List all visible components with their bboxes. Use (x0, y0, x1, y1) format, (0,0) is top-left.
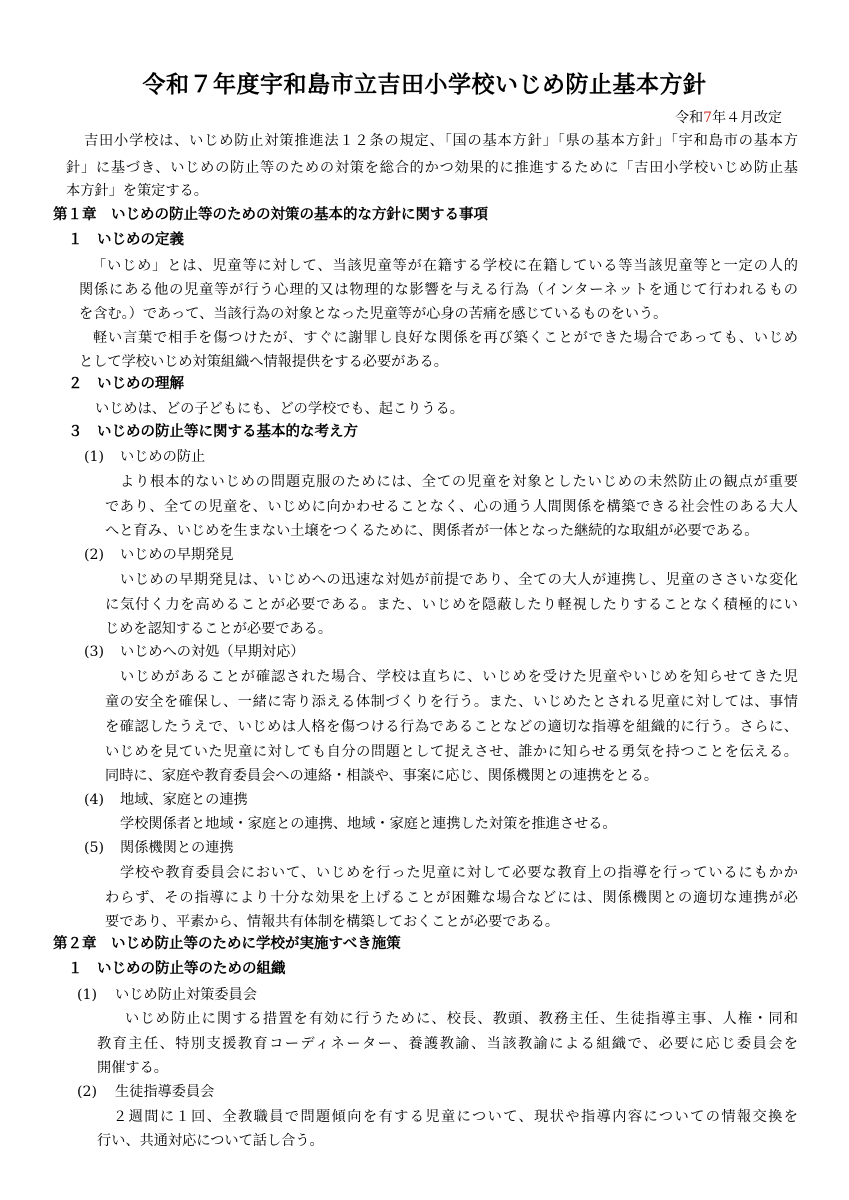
paragraph-line: いじめを見ていた児童に対しても自分の問題として捉えさせ、誰かに知らせる勇気を持つことを伝える。 (105, 744, 798, 760)
item-heading: 関係機関との連携 (120, 840, 234, 856)
paragraph-line: へと育み、いじめを生まない土壌をつくるために、関係者が一体となった継続的な取組が必要である。 (105, 523, 759, 539)
paragraph-line: であり、全ての児童を、いじめに向かわせることなく、心の通う人間関係を構築できる社会性のある大人 (105, 499, 798, 515)
section-heading: ２ いじめの理解 (68, 376, 184, 392)
paragraph-line: 要であり、平素から、情報共有体制を構築しておくことが必要である。 (105, 914, 560, 930)
paragraph-line: として学校いじめ対策組織へ情報提供をする必要がある。 (79, 354, 448, 370)
item-heading: 地域、家庭との連携 (120, 792, 248, 808)
paragraph-line: 学校や教育委員会において、いじめを行った児童に対して必要な教育上の指導を行っているにもかか (120, 865, 798, 881)
paragraph-line: 軽い言葉で相手を傷つけたが、すぐに謝罪し良好な関係を再び築くことができた場合であっても、いじめ (93, 330, 798, 346)
paragraph-line: 開催する。 (97, 1060, 168, 1076)
intro-line: 針」に基づき、いじめの防止等のための対策を総合的かつ効果的に推進するために「吉田小学校いじめ防止基 (66, 160, 798, 176)
revision-year: 7 (703, 110, 712, 126)
revision-suffix: 年４月改定 (712, 110, 782, 126)
item-number: (3) (84, 644, 105, 660)
paragraph-line: ２週間に１回、全教職員で問題傾向を有する児童について、現状や指導内容についての情報交換を (113, 1109, 798, 1125)
paragraph-line: に気付く力を高めることが必要である。また、いじめを隠蔽したり軽視したりすることなく積極的にい (105, 597, 798, 613)
paragraph-line: いじめがあることが確認された場合、学校は直ちに、いじめを受けた児童やいじめを知らせてきた児 (120, 669, 798, 685)
section-heading: １ いじめの定義 (68, 232, 184, 248)
chapter-1-heading: 第１章 いじめの防止等のための対策の基本的な方針に関する事項 (53, 207, 488, 223)
revision-date (675, 107, 782, 127)
paragraph-line: より根本的ないじめの問題克服のためには、全ての児童を対象としたいじめの未然防止の観点が重要 (120, 474, 798, 490)
chapter-2-heading: 第２章 いじめ防止等のために学校が実施すべき施策 (53, 936, 401, 952)
paragraph-line: 童の安全を確保し、一緒に寄り添える体制づくりを行う。また、いじめたとされる児童に対しては、事情 (105, 694, 798, 710)
paragraph-line: 関係にある他の児童等が行う心理的又は物理的な影響を与える行為（インターネットを通じて行われるもの (79, 282, 798, 298)
intro-line: 本方針」を策定する。 (66, 183, 208, 199)
item-heading: いじめへの対処（早期対応） (120, 644, 305, 660)
item-number: (4) (84, 792, 105, 808)
item-number: (2) (84, 547, 105, 563)
revision-era: 令和 (675, 110, 704, 126)
paragraph-line: わらず、その指導により十分な効果を上げることが困難な場合などには、関係機関との適切な連携が必 (105, 890, 798, 906)
section-heading: １ いじめの防止等のための組織 (68, 961, 286, 977)
item-number: (5) (84, 840, 105, 856)
item-number: (1) (77, 987, 98, 1003)
paragraph-line: いじめの早期発見は、いじめへの迅速な対処が前提であり、全ての大人が連携し、児童のささいな変化 (120, 572, 798, 588)
item-heading: いじめ防止対策委員会 (115, 987, 257, 1003)
paragraph-line: 同時に、家庭や教育委員会への連絡・相談や、事案に応じ、関係機関との連携をとる。 (105, 768, 659, 784)
paragraph-line: じめを認知することが必要である。 (105, 621, 333, 637)
paragraph-line: を含む。）であって、当該行為の対象となった児童等が心身の苦痛を感じているものをいう。 (79, 306, 668, 322)
item-number: (2) (77, 1084, 98, 1100)
paragraph-line: を確認したうえで、いじめは人格を傷つける行為であることなどの適切な指導を組織的に行う。さらに、 (105, 719, 798, 735)
paragraph-line: いじめは、どの子どもにも、どの学校でも、起こりうる。 (95, 401, 464, 417)
item-heading: いじめの早期発見 (120, 547, 234, 563)
item-heading: 生徒指導委員会 (115, 1084, 215, 1100)
intro-line: 吉田小学校は、いじめ防止対策推進法１２条の規定、「国の基本方針」「県の基本方針」「宇和島市の基本方 (84, 133, 798, 149)
section-heading: ３ いじめの防止等に関する基本的な考え方 (68, 424, 358, 440)
item-number: (1) (84, 449, 105, 465)
item-heading: いじめの防止 (120, 449, 206, 465)
paragraph-line: 行い、共通対応について話し合う。 (97, 1133, 324, 1149)
paragraph-line: 「いじめ」とは、児童等に対して、当該児童等が在籍する学校に在籍している等当該児童等と一定の人的 (92, 258, 798, 274)
paragraph-line: いじめ防止に関する措置を有効に行うために、校長、教頭、教務主任、生徒指導主事、人権・同和 (125, 1011, 798, 1027)
page-title: 令和７年度宇和島市立吉田小学校いじめ防止基本方針 (142, 72, 707, 98)
paragraph-line: 教育主任、特別支援教育コーディネーター、養護教諭、当該教諭による組織で、必要に応じ委員会を (97, 1036, 798, 1052)
paragraph-line: 学校関係者と地域・家庭との連携、地域・家庭と連携した対策を推進させる。 (120, 816, 617, 832)
